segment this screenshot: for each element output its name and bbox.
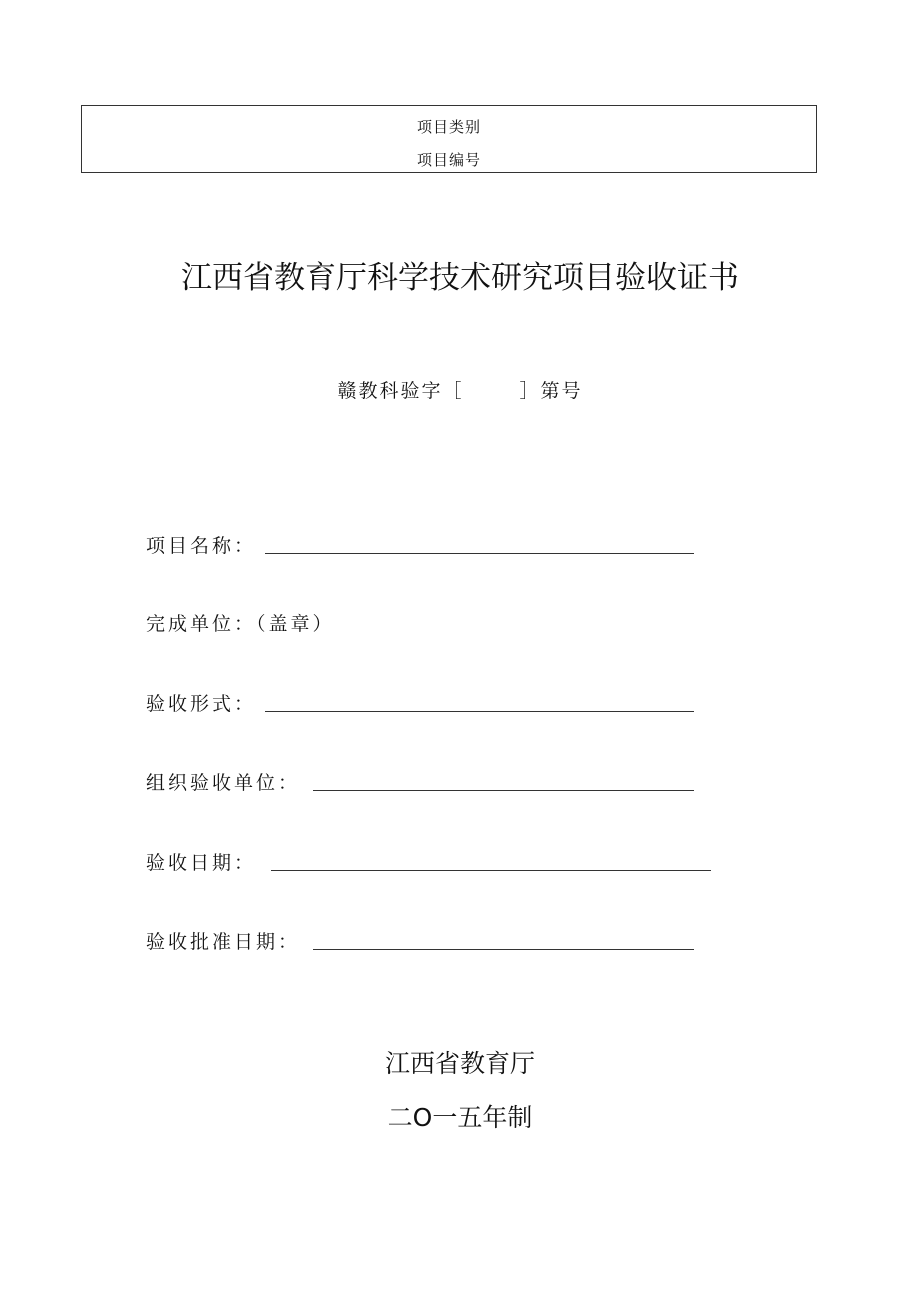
field-organizing-unit (146, 768, 300, 798)
field-project-name-label: 项目名称： (146, 535, 257, 557)
year-made: 二O一五年制 (387, 1103, 533, 1132)
certificate-number (0, 378, 920, 404)
field-completing-unit (146, 609, 335, 639)
project-number-label: 项目编号 (416, 151, 481, 169)
field-organizing-unit-label: 组织验收单位： (146, 772, 301, 794)
field-acceptance-date-label: 验收日期： (146, 852, 257, 874)
field-approval-date-label: 验收批准日期： (146, 931, 301, 953)
certificate-number-prefix: 赣教科验字［ (337, 380, 464, 402)
field-acceptance-form-underline (265, 711, 694, 712)
field-acceptance-form (146, 689, 256, 719)
field-project-name (146, 531, 256, 561)
field-acceptance-form-label: 验收形式： (146, 693, 257, 715)
project-category-label: 项目类别 (416, 118, 481, 136)
field-project-name-underline (265, 553, 694, 554)
field-approval-date-underline (313, 949, 694, 950)
certificate-number-suffix: ］第号 (519, 380, 583, 402)
field-organizing-unit-underline (313, 790, 694, 791)
document-title: 江西省教育厅科学技术研究项目验收证书 (181, 260, 739, 296)
field-approval-date (146, 927, 300, 957)
project-info-box (81, 105, 817, 173)
issuer-name: 江西省教育厅 (384, 1049, 535, 1078)
field-acceptance-date-underline (271, 870, 711, 871)
field-completing-unit-label: 完成单位：（盖章） (146, 613, 335, 635)
field-acceptance-date (146, 848, 256, 878)
